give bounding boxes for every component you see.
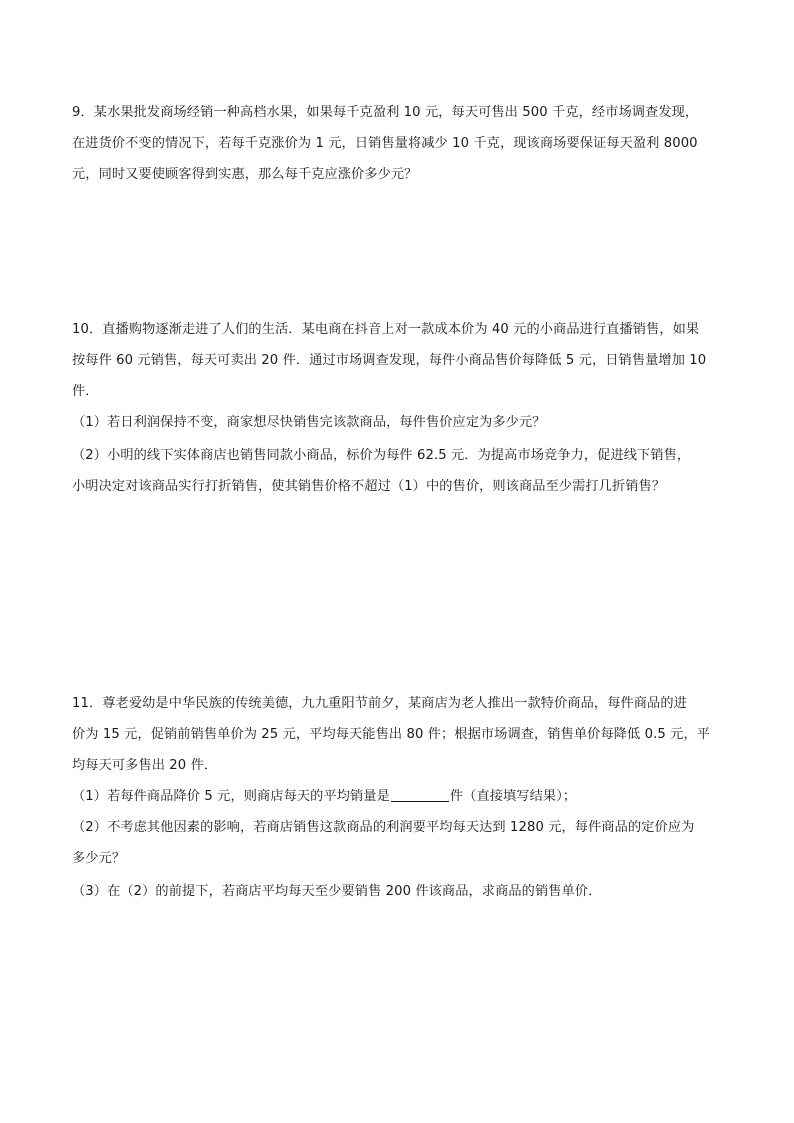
q10-part-2-line-2: 小明决定对该商品实行打折销售，使其销售价格不超过（1）中的售价，则该商品至少需打几折销售？	[72, 479, 666, 494]
q11-line-1: 11．尊老爱幼是中华民族的传统美德，九九重阳节前夕，某商店为老人推出一款特价商品，每件商品的进	[72, 696, 687, 711]
q11-part-2-line-1: （2）不考虑其他因素的影响，若商店销售这款商品的利润要平均每天达到 1280 元，每件商品的定价应为	[72, 820, 695, 835]
q11-part-1-text-before: （1）若每件商品降价 5 元，则商店每天的平均销量是	[72, 789, 390, 804]
q11-part-2-line-2: 多少元？	[72, 851, 126, 866]
q9-line-2: 在进货价不变的情况下，若每千克涨价为 1 元，日销售量将减少 10 千克，现该商场要保证每天盈利 8000	[72, 136, 698, 151]
q10-line-3: 件．	[72, 384, 99, 399]
q10-line-2: 按每件 60 元销售，每天可卖出 20 件．通过市场调查发现，每件小商品售价每降低 5 元，日销售量增加 10	[72, 353, 707, 368]
q9-line-1: 9．某水果批发商场经销一种高档水果，如果每千克盈利 10 元，每天可售出 500 千克，经市场调查发现，	[72, 105, 699, 120]
q11-line-2: 价为 15 元，促销前销售单价为 25 元，平均每天能售出 80 件；根据市场调查，销售单价每降低 0.5 元，平	[72, 727, 711, 742]
q11-part-1	[72, 787, 576, 807]
q11-line-3: 均每天可多售出 20 件．	[72, 758, 218, 773]
q10-part-2-line-1: （2）小明的线下实体商店也销售同款小商品，标价为每件 62.5 元．为提高市场竞争力，促进线下销售，	[72, 448, 691, 463]
answer-blank[interactable]	[391, 787, 449, 802]
q11-part-3: （3）在（2）的前提下，若商店平均每天至少要销售 200 件该商品，求商品的销售单价．	[72, 884, 602, 899]
q10-line-1: 10．直播购物逐渐走进了人们的生活．某电商在抖音上对一款成本价为 40 元的小商品进行直播销售，如果	[72, 322, 700, 337]
q10-part-1: （1）若日利润保持不变，商家想尽快销售完该款商品，每件售价应定为多少元？	[72, 415, 546, 430]
q9-line-3: 元，同时又要使顾客得到实惠，那么每千克应涨价多少元？	[72, 167, 418, 182]
q11-part-1-text-after: 件（直接填写结果）；	[449, 789, 577, 804]
